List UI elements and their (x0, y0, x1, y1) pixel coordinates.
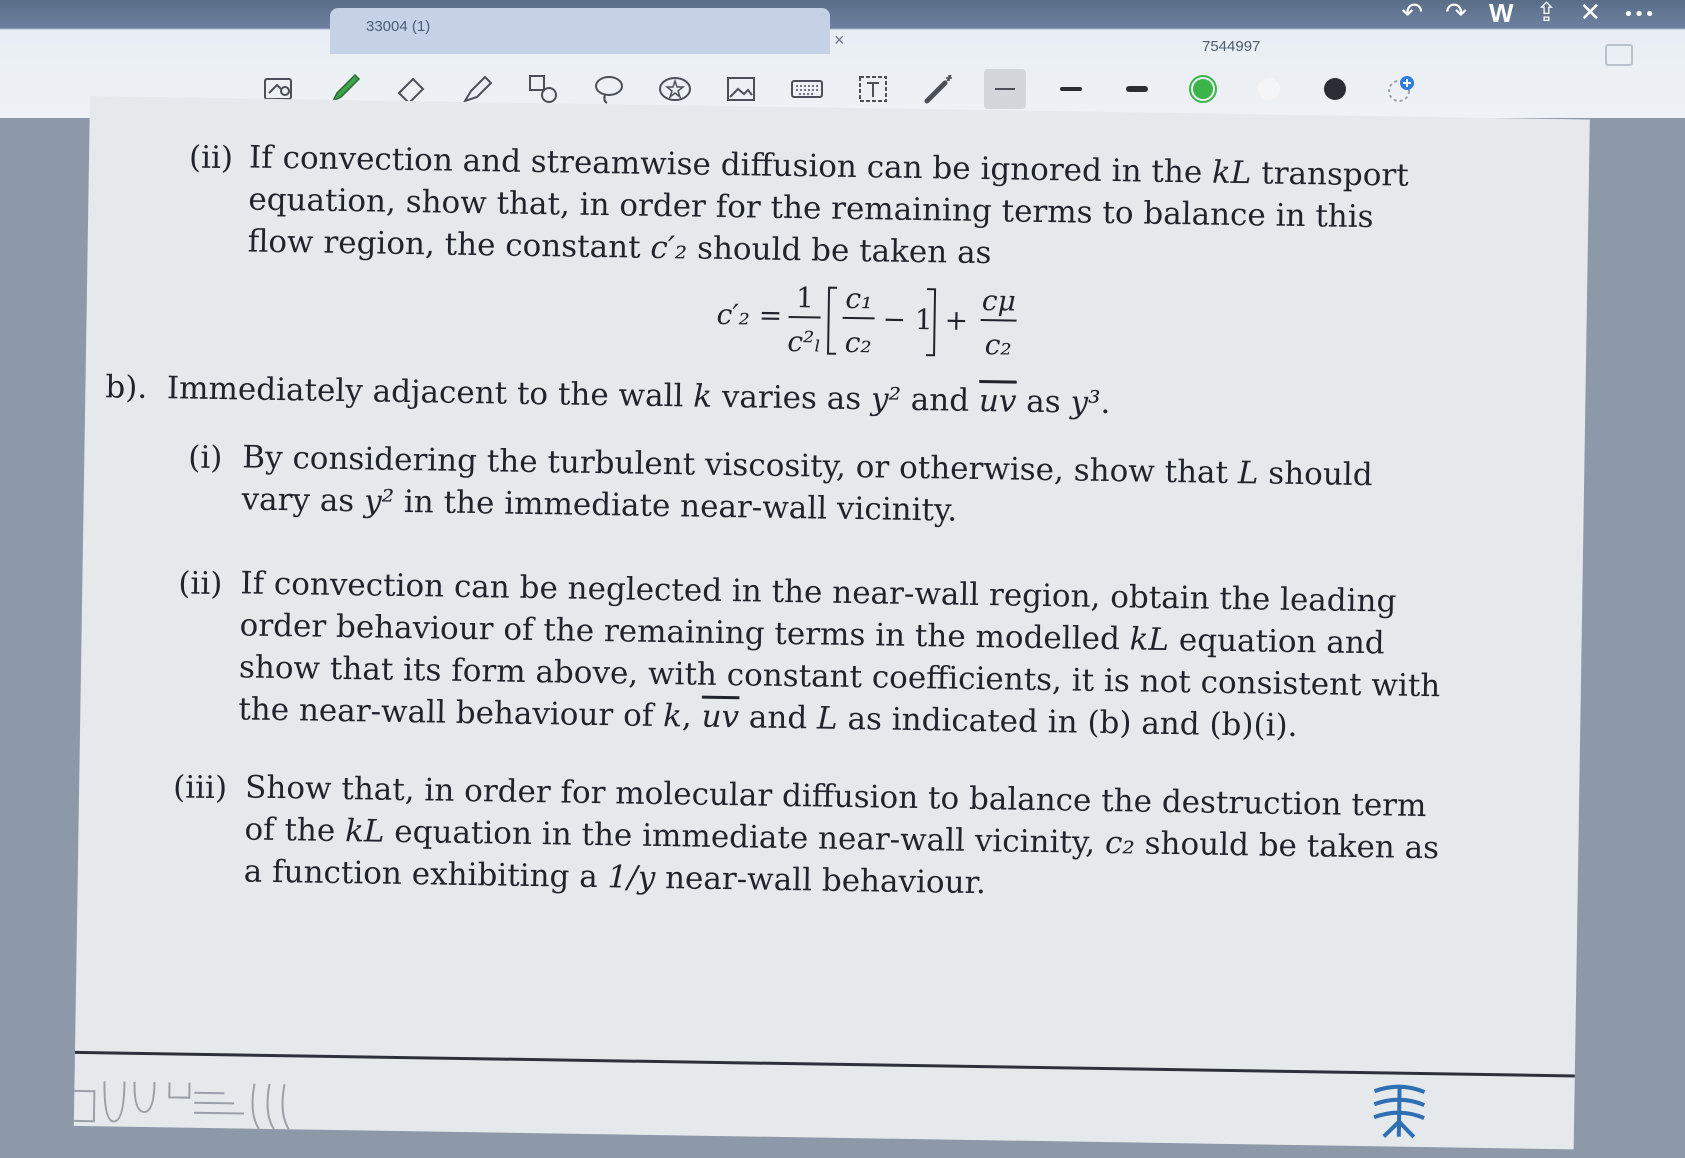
export-icon[interactable]: ⇪ (1535, 0, 1558, 28)
black-color-icon[interactable] (1314, 69, 1356, 109)
thick-line-icon[interactable] (1116, 69, 1158, 109)
laser-pointer-icon[interactable] (918, 69, 960, 109)
svg-text:c′₂ =: c′₂ = (716, 297, 783, 332)
svg-text:cμ: cμ (981, 284, 1017, 318)
tab-secondary[interactable] (1202, 38, 1260, 55)
green-color-icon[interactable] (1182, 69, 1224, 109)
svg-text:c²ₗ: c²ₗ (787, 324, 822, 359)
svg-text:c₂: c₂ (984, 328, 1012, 362)
close-icon[interactable]: ✕ (1579, 0, 1602, 28)
svg-text:+: + (944, 303, 969, 337)
part-b-i-text: By considering the turbulent viscosity, or otherwise, show that L should vary as y² in the immediate near-wall vicinity. (241, 439, 1373, 529)
white-color-icon[interactable] (1248, 69, 1290, 109)
svg-text:− 1: − 1 (882, 302, 934, 337)
undo-icon[interactable]: ↶ (1401, 0, 1424, 28)
image-icon[interactable] (720, 69, 762, 109)
svg-text:c₂: c₂ (844, 325, 872, 360)
keyboard-icon[interactable] (786, 69, 828, 109)
university-crest-icon (1364, 1076, 1435, 1151)
part-b-ii-text: If convection can be neglected in the near-wall region, obtain the leading order behaviour of the remaining terms in the modelled kL equation and show that its form above, with constant coefficients, it is not consistent with the near-wall behaviour of k, $\overline{uv}$ and L as indicated in (b) and (b)(i). (238, 565, 1441, 745)
decorative-pattern-icon (74, 1071, 305, 1139)
add-color-icon[interactable] (1380, 69, 1422, 109)
part-a-ii-label: (ii) (188, 139, 234, 177)
thin-line-icon[interactable] (984, 69, 1026, 109)
more-icon[interactable]: ••• (1623, 4, 1655, 25)
text-box-icon[interactable] (852, 69, 894, 109)
tab-label-secondary: 7544997 (1202, 38, 1261, 55)
tab-label: 33004 (1) (366, 18, 431, 35)
tab-close-icon[interactable]: × (834, 30, 845, 50)
window-controls (1401, 0, 1655, 29)
tab-active[interactable] (330, 8, 830, 54)
equation-c2-prime (716, 274, 1057, 369)
redo-icon[interactable]: ↷ (1445, 0, 1467, 28)
part-b-text: b). Immediately adjacent to the wall k varies as y² and $\overline{uv}$ as y³. (105, 369, 1111, 422)
medium-line-icon[interactable] (1050, 69, 1092, 109)
star-stamp-icon[interactable] (654, 69, 696, 109)
part-b-iii-label: (iii) (172, 769, 228, 807)
part-b-ii-label: (ii) (178, 565, 223, 603)
part-b-iii-text: Show that, in order for molecular diffusion to balance the destruction term of the kL equation in the immediate near-wall vicinity, c₂ should be taken as a function exhibiting a 1/y near-wall behaviour. (243, 769, 1440, 902)
word-export-icon[interactable]: W (1489, 0, 1514, 28)
svg-text:c₁: c₁ (845, 281, 873, 316)
part-b-i-label: (i) (188, 439, 223, 477)
document-page (74, 96, 1590, 1149)
part-a-ii-text: If convection and streamwise diffusion can be ignored in the kL transport equation, show that, in order for the remaining terms to balance in this flow region, the constant c′₂ should be taken as (247, 139, 1409, 272)
svg-text:1: 1 (795, 281, 815, 315)
sidebar-toggle-icon[interactable] (1605, 44, 1633, 66)
